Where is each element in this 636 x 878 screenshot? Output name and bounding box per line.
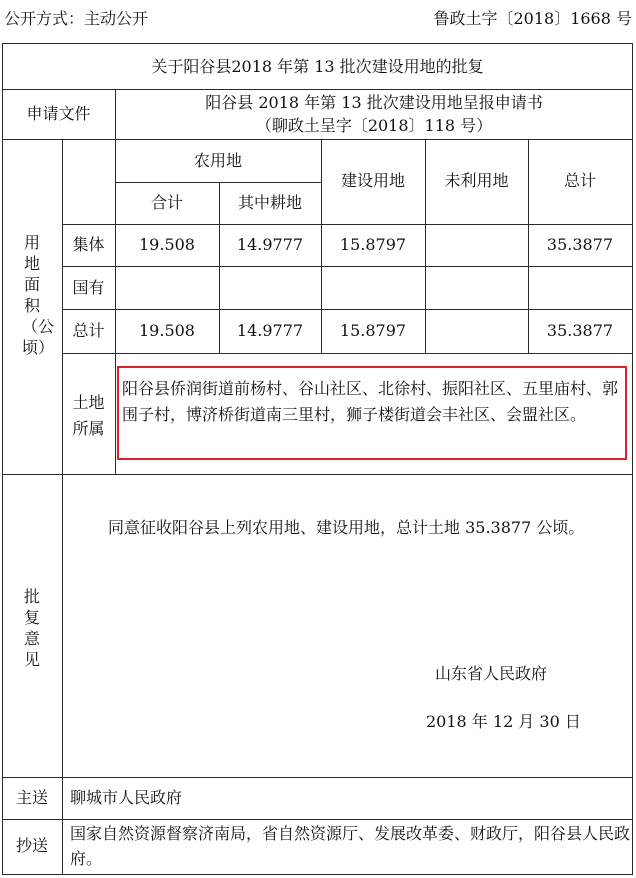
land-ownership-text: 阳谷县侨润街道前杨村、谷山社区、北徐村、振阳社区、五里庙村、郭围子村，博济桥街道南三里村，狮子楼街道会丰社区、会盟社区。 <box>122 379 619 424</box>
ownership-label-line1: 土地 <box>72 393 105 412</box>
total-construction: 15.8797 <box>339 321 407 340</box>
main-send-recipient: 聊城市人民政府 <box>70 788 183 807</box>
cultivated-header: 其中耕地 <box>237 193 302 212</box>
collective-subtotal: 19.508 <box>139 235 195 254</box>
approval-label: 批复意见 <box>23 587 40 669</box>
collective-total: 35.3877 <box>546 235 614 254</box>
row-label-state: 国有 <box>72 278 105 297</box>
collective-cultivated: 14.9777 <box>236 235 304 254</box>
collective-construction: 15.8797 <box>339 235 407 254</box>
unused-header: 未利用地 <box>444 171 509 190</box>
subtotal-header: 合计 <box>150 193 183 212</box>
document-number: 鲁政土字〔2018〕1668 号 <box>433 9 632 28</box>
main-send-label: 主送 <box>15 788 48 807</box>
approval-date: 2018 年 12 月 30 日 <box>426 712 581 731</box>
issuing-authority: 山东省人民政府 <box>435 664 548 683</box>
disclosure-method: 公开方式：主动公开 <box>4 9 149 28</box>
application-label: 申请文件 <box>26 104 91 123</box>
application-reference: （聊政土呈字〔2018〕118 号） <box>255 116 493 135</box>
ownership-label-line2: 所属 <box>72 419 105 438</box>
row-label-total: 总计 <box>72 321 105 340</box>
farmland-header: 农用地 <box>193 151 242 170</box>
construction-header: 建设用地 <box>340 171 405 190</box>
total-header: 总计 <box>563 171 596 190</box>
document-title: 关于阳谷县2018 年第 13 批次建设用地的批复 <box>151 57 484 76</box>
cc-recipients: 国家自然资源督察济南局，省自然资源厅、发展改革委、财政厅，阳谷县人民政府。 <box>70 824 631 868</box>
application-title: 阳谷县 2018 年第 13 批次建设用地呈报申请书 <box>205 93 543 112</box>
grand-total: 35.3877 <box>546 321 614 340</box>
total-subtotal: 19.508 <box>139 321 195 340</box>
land-area-label: 用地面积（公顷） <box>22 233 55 357</box>
cc-label: 抄送 <box>15 836 48 855</box>
row-label-collective: 集体 <box>72 235 105 254</box>
approval-text: 同意征收阳谷县上列农用地、建设用地，总计土地 35.3877 公顷。 <box>108 518 585 537</box>
total-cultivated: 14.9777 <box>236 321 304 340</box>
